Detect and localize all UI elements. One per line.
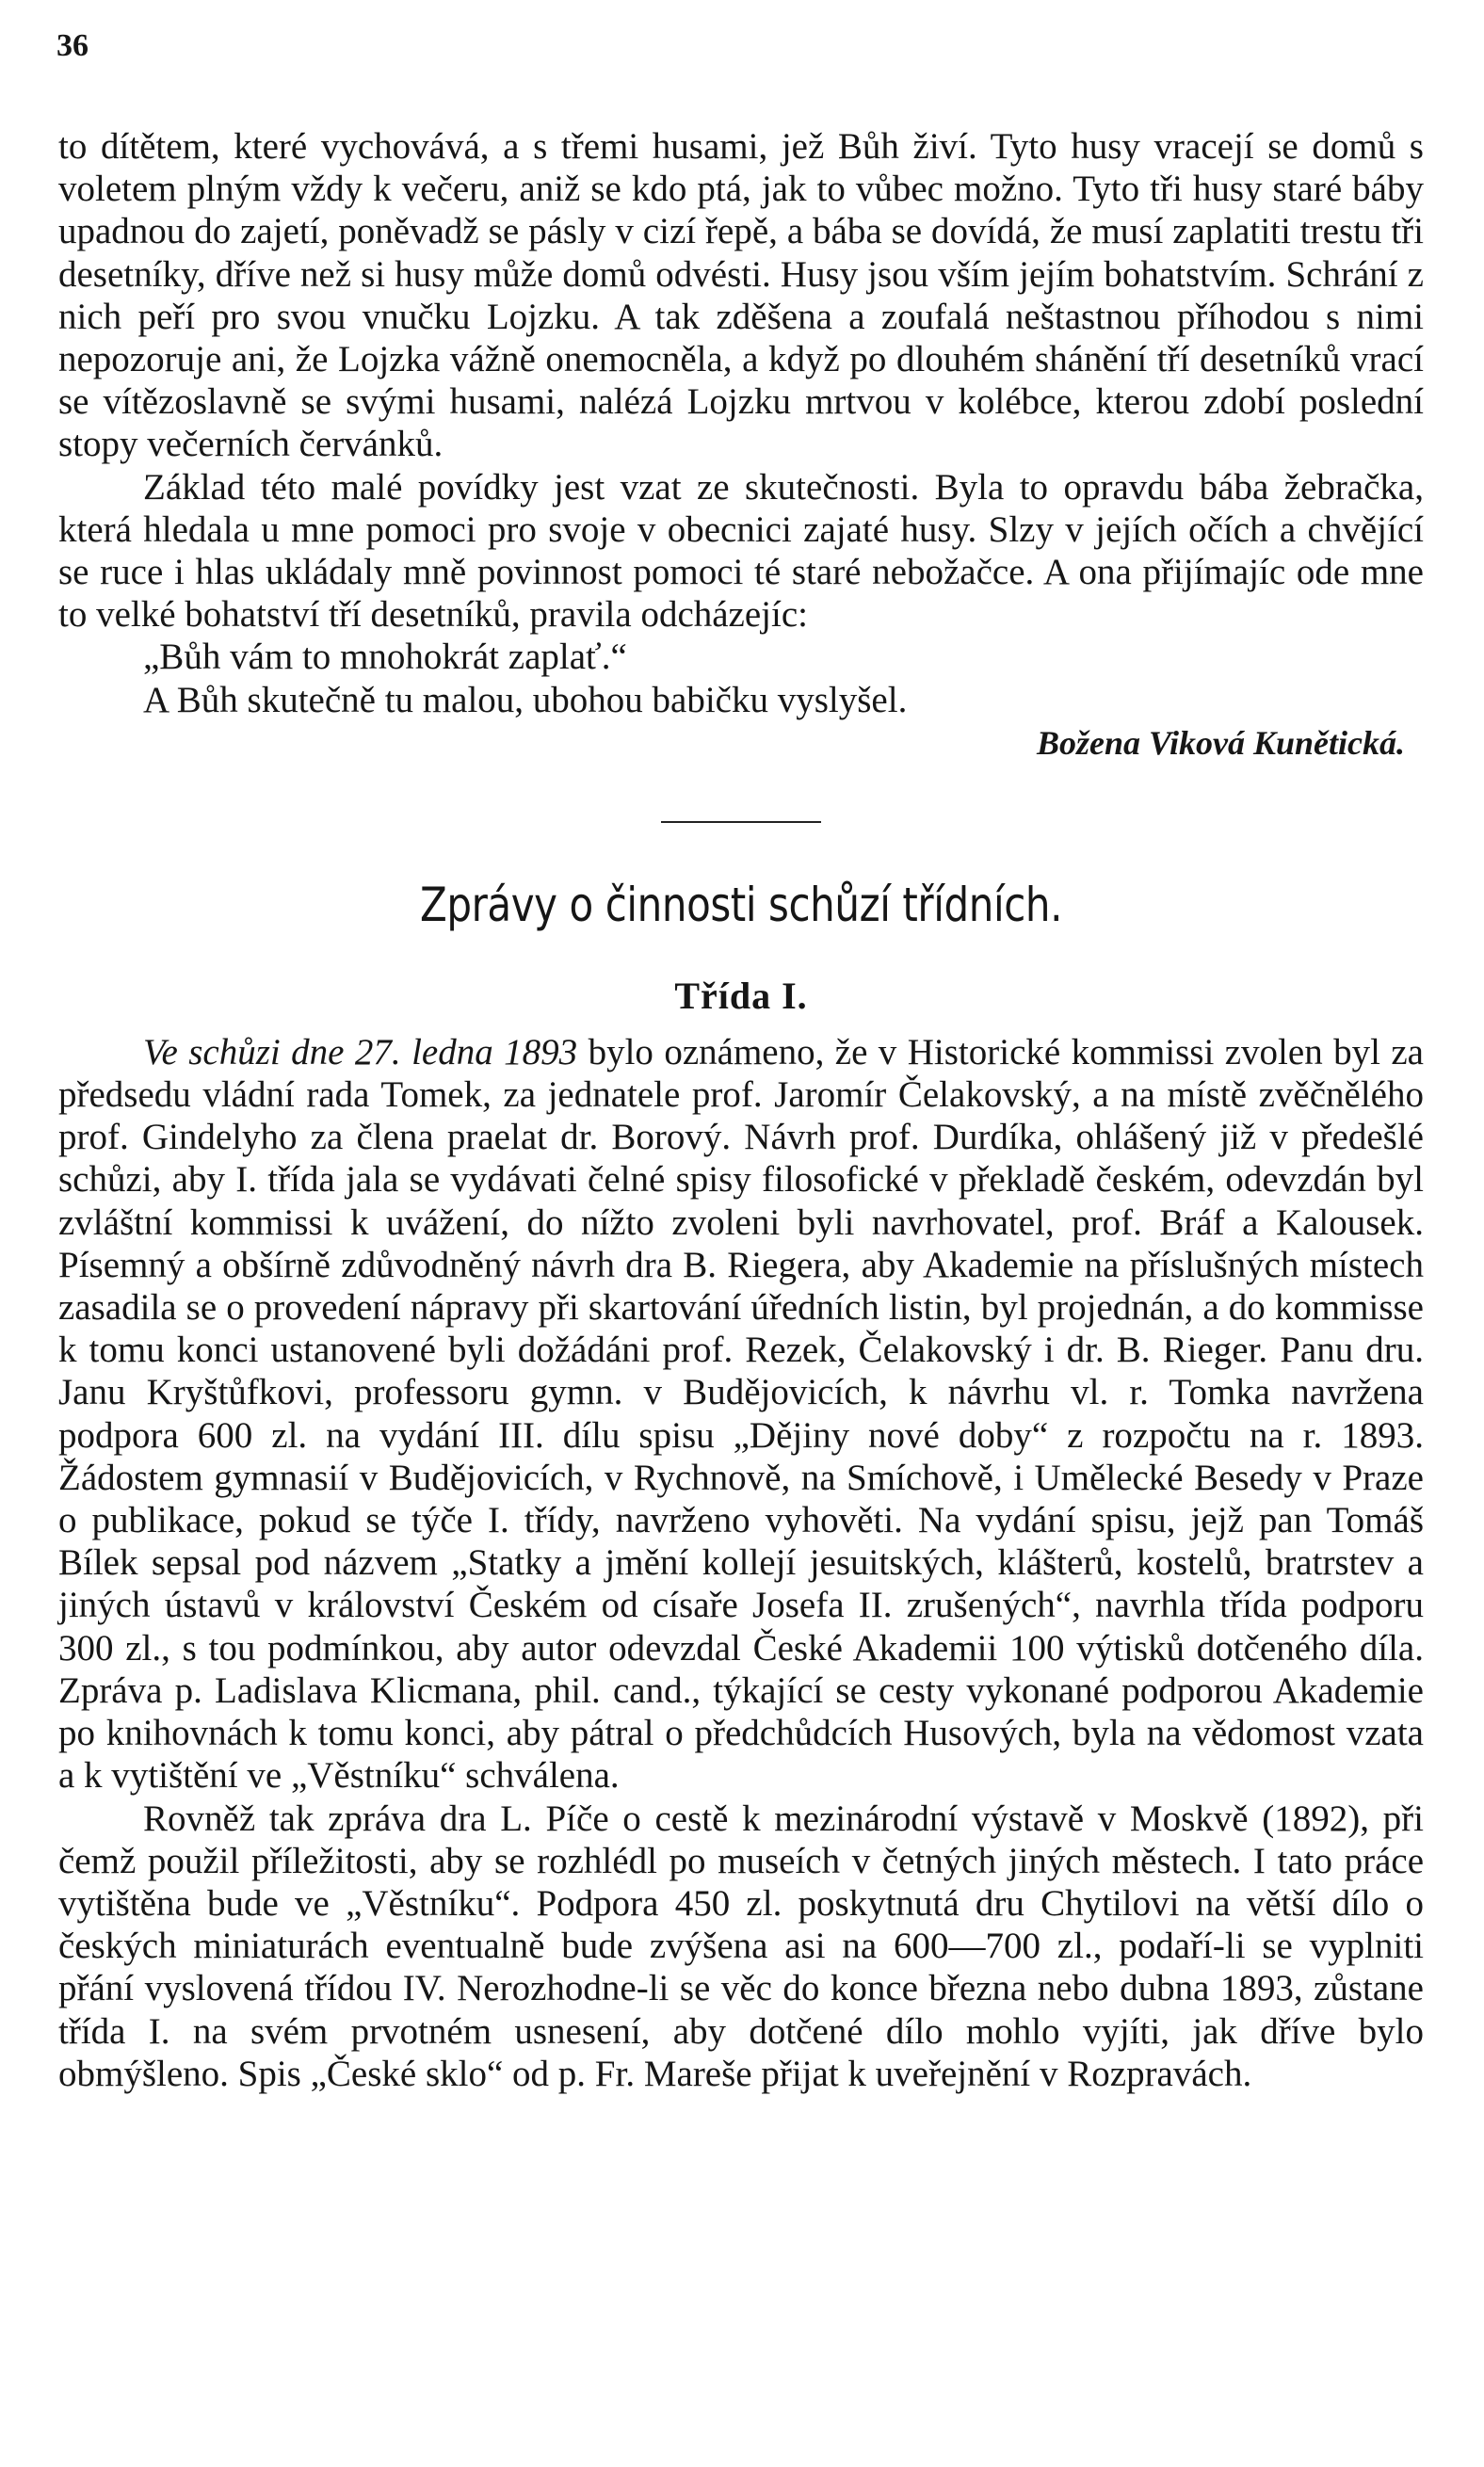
page-content (58, 125, 1424, 2095)
section-paragraph-1 (58, 1031, 1424, 1798)
author-signature: Božena Viková Kunětická. (1036, 723, 1405, 762)
subsection-heading: Třída I. (674, 974, 808, 1017)
section-paragraph-2: Rovněž tak zpráva dra L. Píče o cestě k mezinárodní výstavě v Moskvě (1892), při čemž použil příležitosti, aby se rozhlédl po museích v četných jiných městech. I tato práce vytištěna bude ve „Věstníku“. Podpora 450 zl. poskytnutá dru Chytilovi na větší dílo o českých miniaturách eventualně bude zvýšena asi na 600—700 zl., podaří-li se vyplniti přání vyslovená třídou IV. Nerozhodne-li se věc do konce března nebo dubna 1893, zůstane třída I. na svém prvotném usnesení, aby dotčené dílo mohlo vyjíti, jak dříve bylo obmýšleno. Spis „České sklo“ od p. Fr. Mareše přijat k uveřejnění v Rozpravách. (58, 1798, 1424, 2094)
section-paragraph-1-text: bylo oznámeno, že v Historické kommissi zvolen byl za předsedu vládní rada Tomek, za jednatele prof. Jaromír Čelakovský, a na místě zvěčnělého prof. Gindelyho za člena praelat dr. Borový. Návrh prof. Durdíka, ohlášený již v předešlé schůzi, aby I. třída jala se vydávati čelné spisy filosofické v překladě českém, odevzdán byl zvláštní kommissi k uvážení, do nížto zvoleni byli navrhovatel, prof. Bráf a Kalousek. Písemný a obšírně zdůvodněný návrh dra B. Riegera, aby Akademie na příslušných místech zasadila se o provedení nápravy při skartování úředních listin, byl projednán, a do kommisse k tomu konci ustanovené byli dožádáni prof. Rezek, Čelakovský i dr. B. Rieger. Panu dru. Janu Kryštůfkovi, professoru gymn. v Budějovicích, k návrhu vl. r. Tomka navržena podpora 600 zl. na vydání III. dílu spisu „Dějiny nové doby“ z rozpočtu na r. 1893. Žádostem gymnasií v Budějovicích, v Rychnově, na Smíchově, i Umělecké Besedy v Praze o publikace, pokud se týče I. třídy, navrženo vyhověti. Na vydání spisu, jejž pan Tomáš Bílek sepsal pod názvem „Statky a jmění kollejí jesuitských, klášterů, kostelů, bratrstev a jiných ústavů v království Českém od císaře Josefa II. zrušených“, navrhla třída podporu 300 zl., s tou podmínkou, aby autor odevzdal České Akademii 100 výtisků dotčeného díla. Zpráva p. Ladislava Klicmana, phil. cand., týkající se cesty vykonané podporou Akademie po knihovnách k tomu konci, aby pátral o předchůdcích Husových, byla na vědomost vzata a k vytištění ve „Věstníku“ schválena. (58, 1031, 1424, 1797)
story-paragraph-2: Základ této malé povídky jest vzat ze skutečnosti. Byla to opravdu bába žebračka, která hledala u mne pomoci pro svoje v obecnici zajaté husy. Slzy v jejích očích a chvějící se ruce i hlas ukládaly mně povinnost pomoci té staré nebožačce. A ona přijímajíc ode mne to velké bohatství tří desetníků, pravila odcházejíc: (58, 466, 1424, 636)
page-number: 36 (56, 28, 89, 63)
meeting-date: Ve schůzi dne 27. ledna 1893 (143, 1031, 578, 1072)
story-closing: A Bůh skutečně tu malou, ubohou babičku vyslyšel. (143, 679, 908, 720)
story-paragraph-1: to dítětem, které vychovává, a s třemi husami, jež Bůh živí. Tyto husy vracejí se domů s voletem plným vždy k večeru, aniž se kdo ptá, jak to vůbec možno. Tyto tři husy staré báby upadnou do zajetí, poněvadž se pásly v cizí řepě, a bába se dovídá, že musí zaplatiti trestu tři desetníky, dříve než si husy může domů odvésti. Husy jsou vším jejím bohatstvím. Schrání z nich peří pro svou vnučku Lojzku. A tak zděšena a zoufalá neštastnou příhodou s nimi nepozoruje ani, že Lojzka vážně onemocněla, a když po dlouhém shánění tří desetníků vrací se vítězoslavně se svými husami, nalézá Lojzku mrtvou v kolébce, kterou zdobí poslední stopy večerních červánků. (58, 126, 1424, 465)
section-divider (661, 821, 821, 823)
story-quote: „Bůh vám to mnohokrát zaplať.“ (143, 637, 627, 678)
section-heading: Zprávy o činnosti schůzí třídních. (419, 877, 1063, 932)
